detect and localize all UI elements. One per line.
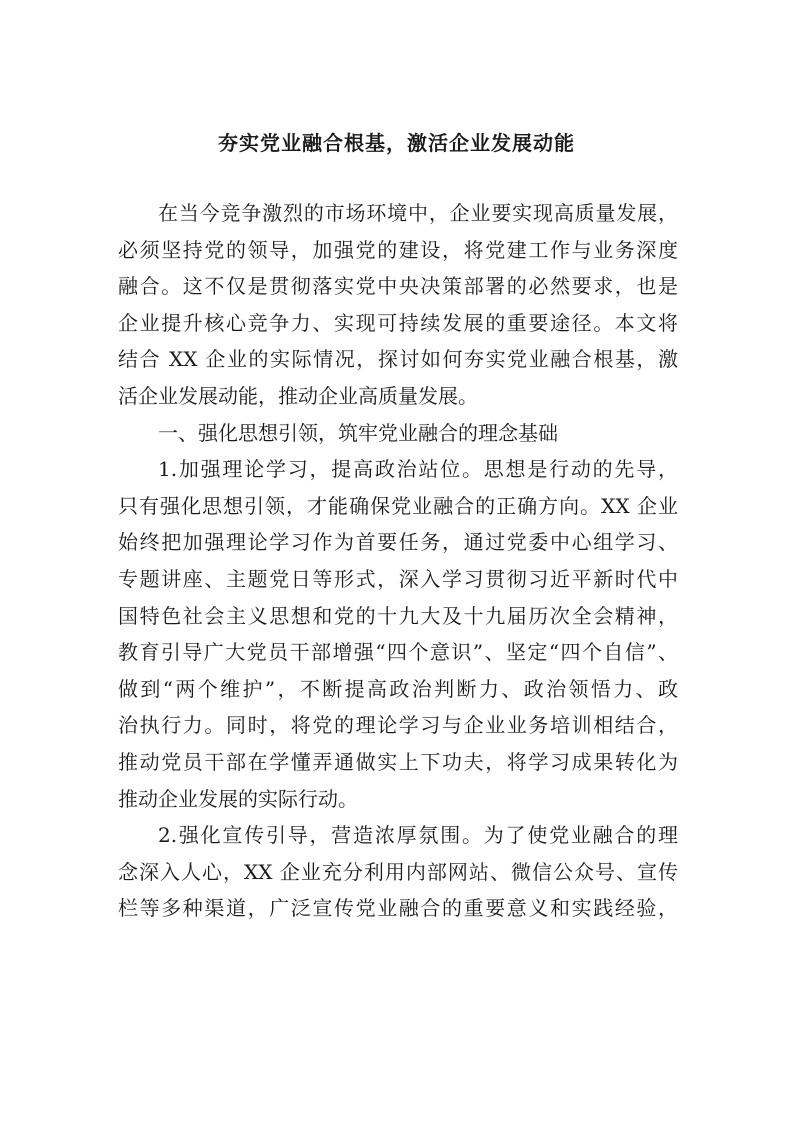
body-text-line: 国特色社会主义思想和党的十九大及十九届历次全会精神， <box>118 603 678 628</box>
body-text-line: 2.强化宣传引导，营造浓厚氛围。为了使党业融合的理 <box>158 823 678 848</box>
body-text-line: 必须坚持党的领导，加强党的建设，将党建工作与业务深度 <box>118 237 678 262</box>
body-text-line: 结合 XX 企业的实际情况，探讨如何夯实党业融合根基，激 <box>118 347 678 372</box>
body-text-line: 融合。这不仅是贯彻落实党中央决策部署的必然要求，也是 <box>118 274 678 299</box>
body-text-line: 只有强化思想引领，才能确保党业融合的正确方向。XX 企业 <box>118 493 678 518</box>
body-text-line: 活企业发展动能，推动企业高质量发展。 <box>118 384 478 408</box>
body-text-line: 念深入人心，XX 企业充分利用内部网站、微信公众号、宣传 <box>118 859 678 884</box>
body-text-line: 教育引导广大党员干部增强“四个意识”、坚定“四个自信”、 <box>118 640 678 665</box>
body-text-line: 推动企业发展的实际行动。 <box>118 786 358 811</box>
body-text-line: 做到“两个维护”，不断提高政治判断力、政治领悟力、政 <box>118 676 678 701</box>
body-text-line: 企业提升核心竞争力、实现可持续发展的重要途径。本文将 <box>118 310 678 335</box>
body-text-line: 在当今竞争激烈的市场环境中，企业要实现高质量发展， <box>158 201 678 225</box>
body-text-line: 始终把加强理论学习作为首要任务，通过党委中心组学习、 <box>118 530 678 555</box>
body-text-line: 治执行力。同时，将党的理论学习与企业业务培训相结合， <box>118 713 678 738</box>
body-text-line: 栏等多种渠道，广泛宣传党业融合的重要意义和实践经验， <box>118 896 678 921</box>
body-text-line: 推动党员干部在学懂弄通做实上下功夫，将学习成果转化为 <box>118 750 678 774</box>
document-title: 夯实党业融合根基，激活企业发展动能 <box>218 131 575 155</box>
body-text-line: 一、强化思想引领，筑牢党业融合的理念基础 <box>158 420 558 445</box>
body-text-line: 专题讲座、主题党日等形式，深入学习贯彻习近平新时代中 <box>118 567 678 591</box>
body-text-line: 1.加强理论学习，提高政治站位。思想是行动的先导， <box>158 457 678 482</box>
